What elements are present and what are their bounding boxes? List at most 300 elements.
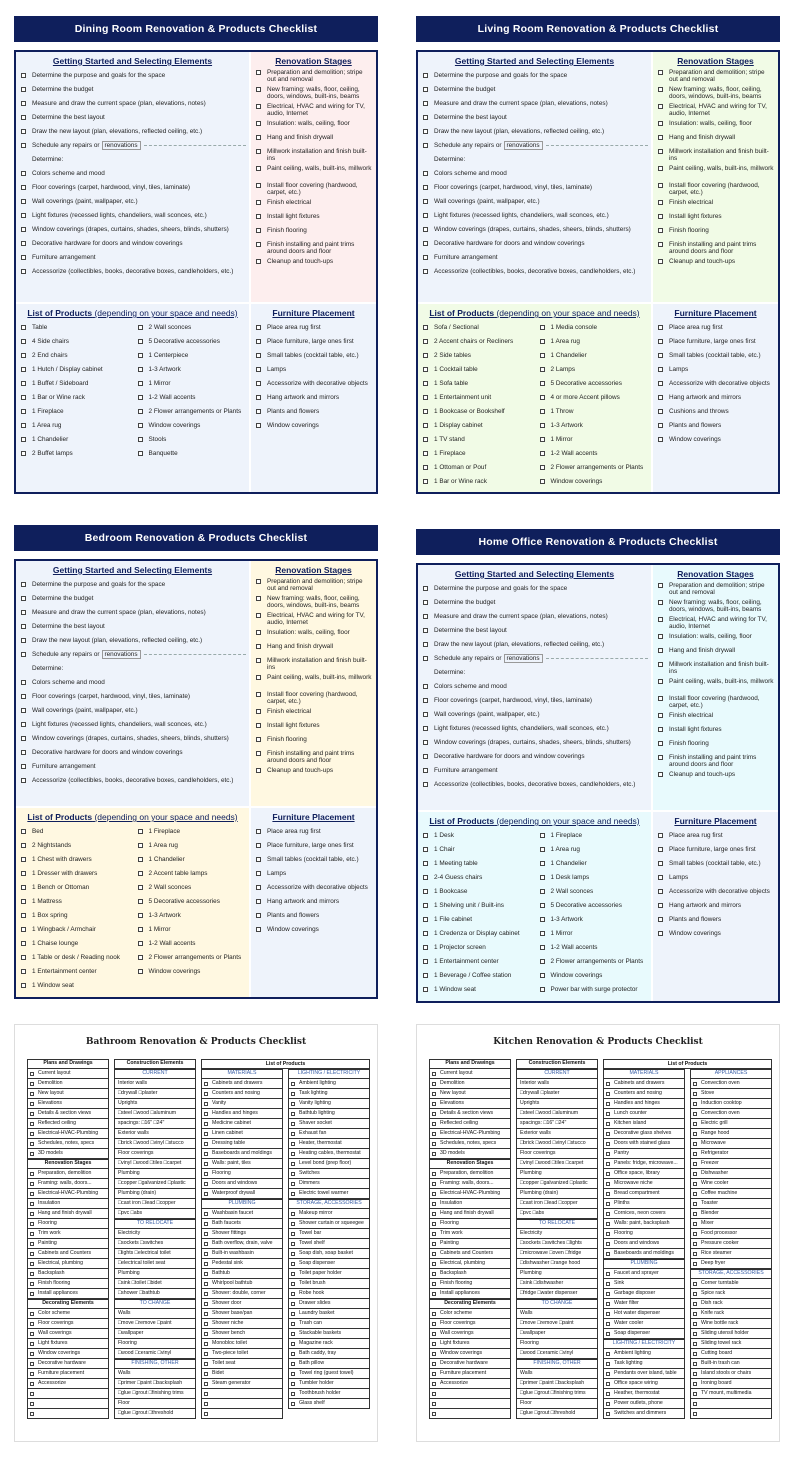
checkbox[interactable]: [30, 1252, 34, 1256]
checkbox[interactable]: [138, 451, 143, 456]
checkbox[interactable]: [21, 353, 26, 358]
checkbox[interactable]: [423, 409, 428, 414]
checkbox[interactable]: [138, 927, 143, 932]
checkbox[interactable]: [21, 325, 26, 330]
checkbox[interactable]: [606, 1092, 610, 1096]
checkbox[interactable]: [423, 586, 428, 591]
checkbox[interactable]: [432, 1182, 436, 1186]
checkbox[interactable]: [693, 1082, 697, 1086]
checkbox[interactable]: [432, 1212, 436, 1216]
checkbox[interactable]: [256, 228, 261, 233]
checkbox[interactable]: [21, 381, 26, 386]
checkbox[interactable]: [540, 833, 545, 838]
checkbox[interactable]: [423, 479, 428, 484]
checkbox[interactable]: [432, 1242, 436, 1246]
checkbox[interactable]: [30, 1082, 34, 1086]
checkbox[interactable]: [606, 1082, 610, 1086]
checkbox[interactable]: [693, 1412, 697, 1416]
checkbox[interactable]: [658, 617, 663, 622]
checkbox[interactable]: [693, 1332, 697, 1336]
checkbox[interactable]: [30, 1122, 34, 1126]
checkbox[interactable]: [658, 917, 663, 922]
checkbox[interactable]: [291, 1322, 295, 1326]
checkbox[interactable]: [256, 613, 261, 618]
checkbox[interactable]: [291, 1292, 295, 1296]
checkbox[interactable]: [138, 367, 143, 372]
checkbox[interactable]: [256, 166, 261, 171]
checkbox[interactable]: [30, 1192, 34, 1196]
checkbox[interactable]: [21, 652, 26, 657]
checkbox[interactable]: [423, 684, 428, 689]
checkbox[interactable]: [256, 899, 261, 904]
checkbox[interactable]: [432, 1222, 436, 1226]
checkbox[interactable]: [423, 917, 428, 922]
checkbox[interactable]: [256, 214, 261, 219]
checkbox[interactable]: [658, 149, 663, 154]
checkbox[interactable]: [21, 143, 26, 148]
checkbox[interactable]: [658, 648, 663, 653]
checkbox[interactable]: [693, 1102, 697, 1106]
checkbox[interactable]: [291, 1392, 295, 1396]
checkbox[interactable]: [423, 698, 428, 703]
checkbox[interactable]: [21, 171, 26, 176]
checkbox[interactable]: [423, 465, 428, 470]
checkbox[interactable]: [432, 1272, 436, 1276]
checkbox[interactable]: [693, 1142, 697, 1146]
checkbox[interactable]: [21, 409, 26, 414]
checkbox[interactable]: [423, 875, 428, 880]
checkbox[interactable]: [204, 1342, 208, 1346]
checkbox[interactable]: [138, 829, 143, 834]
checkbox[interactable]: [256, 242, 261, 247]
checkbox[interactable]: [658, 135, 663, 140]
checkbox[interactable]: [30, 1072, 34, 1076]
checkbox[interactable]: [291, 1182, 295, 1186]
checkbox[interactable]: [658, 200, 663, 205]
checkbox[interactable]: [658, 339, 663, 344]
checkbox[interactable]: [30, 1262, 34, 1266]
checkbox[interactable]: [693, 1242, 697, 1246]
checkbox[interactable]: [693, 1222, 697, 1226]
checkbox[interactable]: [256, 395, 261, 400]
checkbox[interactable]: [540, 409, 545, 414]
checkbox[interactable]: [204, 1332, 208, 1336]
checkbox[interactable]: [658, 755, 663, 760]
checkbox[interactable]: [606, 1132, 610, 1136]
checkbox[interactable]: [291, 1382, 295, 1386]
checkbox[interactable]: [423, 847, 428, 852]
checkbox[interactable]: [432, 1312, 436, 1316]
checkbox[interactable]: [693, 1212, 697, 1216]
checkbox[interactable]: [658, 634, 663, 639]
checkbox[interactable]: [423, 931, 428, 936]
checkbox[interactable]: [423, 325, 428, 330]
checkbox[interactable]: [204, 1392, 208, 1396]
checkbox[interactable]: [432, 1342, 436, 1346]
checkbox[interactable]: [21, 185, 26, 190]
checkbox[interactable]: [423, 423, 428, 428]
checkbox[interactable]: [30, 1182, 34, 1186]
checkbox[interactable]: [21, 255, 26, 260]
checkbox[interactable]: [693, 1342, 697, 1346]
checkbox[interactable]: [30, 1222, 34, 1226]
checkbox[interactable]: [256, 353, 261, 358]
checkbox[interactable]: [658, 166, 663, 171]
checkbox[interactable]: [21, 969, 26, 974]
checkbox[interactable]: [540, 973, 545, 978]
checkbox[interactable]: [693, 1322, 697, 1326]
checkbox[interactable]: [540, 931, 545, 936]
checkbox[interactable]: [204, 1092, 208, 1096]
checkbox[interactable]: [658, 367, 663, 372]
checkbox[interactable]: [138, 409, 143, 414]
checkbox[interactable]: [291, 1252, 295, 1256]
checkbox[interactable]: [291, 1342, 295, 1346]
checkbox[interactable]: [256, 871, 261, 876]
checkbox[interactable]: [256, 200, 261, 205]
checkbox[interactable]: [606, 1232, 610, 1236]
checkbox[interactable]: [256, 843, 261, 848]
checkbox[interactable]: [658, 214, 663, 219]
checkbox[interactable]: [432, 1412, 436, 1416]
checkbox[interactable]: [30, 1272, 34, 1276]
checkbox[interactable]: [21, 339, 26, 344]
checkbox[interactable]: [256, 737, 261, 742]
checkbox[interactable]: [21, 955, 26, 960]
checkbox[interactable]: [204, 1242, 208, 1246]
checkbox[interactable]: [658, 437, 663, 442]
checkbox[interactable]: [30, 1362, 34, 1366]
checkbox[interactable]: [204, 1402, 208, 1406]
checkbox[interactable]: [423, 833, 428, 838]
checkbox[interactable]: [204, 1102, 208, 1106]
checkbox[interactable]: [658, 87, 663, 92]
checkbox[interactable]: [423, 712, 428, 717]
checkbox[interactable]: [693, 1192, 697, 1196]
checkbox[interactable]: [21, 694, 26, 699]
checkbox[interactable]: [256, 630, 261, 635]
checkbox[interactable]: [291, 1242, 295, 1246]
checkbox[interactable]: [256, 885, 261, 890]
checkbox[interactable]: [291, 1262, 295, 1266]
checkbox[interactable]: [432, 1252, 436, 1256]
checkbox[interactable]: [432, 1112, 436, 1116]
checkbox[interactable]: [21, 129, 26, 134]
checkbox[interactable]: [21, 750, 26, 755]
checkbox[interactable]: [291, 1172, 295, 1176]
checkbox[interactable]: [138, 885, 143, 890]
checkbox[interactable]: [291, 1222, 295, 1226]
checkbox[interactable]: [432, 1382, 436, 1386]
checkbox[interactable]: [693, 1112, 697, 1116]
checkbox[interactable]: [540, 465, 545, 470]
checkbox[interactable]: [658, 70, 663, 75]
checkbox[interactable]: [21, 101, 26, 106]
checkbox[interactable]: [540, 479, 545, 484]
checkbox[interactable]: [658, 847, 663, 852]
checkbox[interactable]: [138, 423, 143, 428]
checkbox[interactable]: [256, 70, 261, 75]
checkbox[interactable]: [658, 325, 663, 330]
checkbox[interactable]: [256, 829, 261, 834]
checkbox[interactable]: [432, 1392, 436, 1396]
checkbox[interactable]: [606, 1412, 610, 1416]
checkbox[interactable]: [138, 857, 143, 862]
checkbox[interactable]: [423, 73, 428, 78]
checkbox[interactable]: [256, 381, 261, 386]
checkbox[interactable]: [423, 241, 428, 246]
checkbox[interactable]: [658, 679, 663, 684]
checkbox[interactable]: [138, 913, 143, 918]
checkbox[interactable]: [21, 857, 26, 862]
checkbox[interactable]: [30, 1092, 34, 1096]
checkbox[interactable]: [432, 1362, 436, 1366]
checkbox[interactable]: [256, 121, 261, 126]
checkbox[interactable]: [423, 199, 428, 204]
checkbox[interactable]: [291, 1112, 295, 1116]
checkbox[interactable]: [30, 1372, 34, 1376]
checkbox[interactable]: [21, 582, 26, 587]
checkbox[interactable]: [658, 409, 663, 414]
checkbox[interactable]: [423, 768, 428, 773]
checkbox[interactable]: [606, 1112, 610, 1116]
checkbox[interactable]: [423, 367, 428, 372]
checkbox[interactable]: [30, 1132, 34, 1136]
checkbox[interactable]: [204, 1292, 208, 1296]
checkbox[interactable]: [606, 1362, 610, 1366]
checkbox[interactable]: [540, 325, 545, 330]
checkbox[interactable]: [423, 381, 428, 386]
checkbox[interactable]: [658, 104, 663, 109]
checkbox[interactable]: [256, 709, 261, 714]
checkbox[interactable]: [30, 1292, 34, 1296]
checkbox[interactable]: [540, 875, 545, 880]
checkbox[interactable]: [138, 325, 143, 330]
checkbox[interactable]: [658, 696, 663, 701]
checkbox[interactable]: [606, 1202, 610, 1206]
checkbox[interactable]: [658, 583, 663, 588]
checkbox[interactable]: [21, 423, 26, 428]
checkbox[interactable]: [291, 1352, 295, 1356]
checkbox[interactable]: [21, 829, 26, 834]
checkbox[interactable]: [423, 213, 428, 218]
checkbox[interactable]: [21, 451, 26, 456]
checkbox[interactable]: [423, 600, 428, 605]
checkbox[interactable]: [423, 339, 428, 344]
checkbox[interactable]: [21, 199, 26, 204]
checkbox[interactable]: [432, 1232, 436, 1236]
checkbox[interactable]: [432, 1372, 436, 1376]
checkbox[interactable]: [658, 833, 663, 838]
checkbox[interactable]: [204, 1312, 208, 1316]
checkbox[interactable]: [693, 1202, 697, 1206]
checkbox[interactable]: [291, 1272, 295, 1276]
checkbox[interactable]: [204, 1152, 208, 1156]
checkbox[interactable]: [606, 1282, 610, 1286]
checkbox[interactable]: [138, 969, 143, 974]
checkbox[interactable]: [693, 1252, 697, 1256]
checkbox[interactable]: [30, 1202, 34, 1206]
checkbox[interactable]: [291, 1092, 295, 1096]
checkbox[interactable]: [30, 1142, 34, 1146]
checkbox[interactable]: [30, 1312, 34, 1316]
checkbox[interactable]: [606, 1372, 610, 1376]
checkbox[interactable]: [432, 1152, 436, 1156]
checkbox[interactable]: [658, 861, 663, 866]
checkbox[interactable]: [256, 367, 261, 372]
checkbox[interactable]: [21, 395, 26, 400]
checkbox[interactable]: [256, 692, 261, 697]
checkbox[interactable]: [204, 1282, 208, 1286]
checkbox[interactable]: [138, 381, 143, 386]
checkbox[interactable]: [658, 727, 663, 732]
checkbox[interactable]: [606, 1182, 610, 1186]
checkbox[interactable]: [21, 227, 26, 232]
checkbox[interactable]: [423, 614, 428, 619]
checkbox[interactable]: [432, 1092, 436, 1096]
checkbox[interactable]: [693, 1382, 697, 1386]
checkbox[interactable]: [423, 185, 428, 190]
checkbox[interactable]: [291, 1312, 295, 1316]
checkbox[interactable]: [423, 726, 428, 731]
checkbox[interactable]: [30, 1112, 34, 1116]
checkbox[interactable]: [21, 927, 26, 932]
checkbox[interactable]: [423, 171, 428, 176]
checkbox[interactable]: [256, 183, 261, 188]
checkbox[interactable]: [693, 1262, 697, 1266]
checkbox[interactable]: [606, 1192, 610, 1196]
checkbox[interactable]: [432, 1172, 436, 1176]
checkbox[interactable]: [693, 1162, 697, 1166]
checkbox[interactable]: [138, 437, 143, 442]
checkbox[interactable]: [432, 1202, 436, 1206]
checkbox[interactable]: [606, 1322, 610, 1326]
checkbox[interactable]: [291, 1362, 295, 1366]
checkbox[interactable]: [423, 945, 428, 950]
checkbox[interactable]: [606, 1292, 610, 1296]
checkbox[interactable]: [256, 857, 261, 862]
checkbox[interactable]: [204, 1182, 208, 1186]
checkbox[interactable]: [256, 658, 261, 663]
checkbox[interactable]: [204, 1172, 208, 1176]
checkbox[interactable]: [658, 931, 663, 936]
checkbox[interactable]: [423, 889, 428, 894]
checkbox[interactable]: [256, 409, 261, 414]
checkbox[interactable]: [291, 1402, 295, 1406]
checkbox[interactable]: [693, 1152, 697, 1156]
checkbox[interactable]: [540, 903, 545, 908]
checkbox[interactable]: [204, 1302, 208, 1306]
checkbox[interactable]: [658, 381, 663, 386]
checkbox[interactable]: [30, 1392, 34, 1396]
checkbox[interactable]: [21, 596, 26, 601]
checkbox[interactable]: [291, 1282, 295, 1286]
checkbox[interactable]: [291, 1102, 295, 1106]
checkbox[interactable]: [30, 1152, 34, 1156]
checkbox[interactable]: [432, 1292, 436, 1296]
checkbox[interactable]: [291, 1122, 295, 1126]
checkbox[interactable]: [21, 680, 26, 685]
checkbox[interactable]: [658, 903, 663, 908]
checkbox[interactable]: [423, 987, 428, 992]
checkbox[interactable]: [658, 772, 663, 777]
checkbox[interactable]: [693, 1372, 697, 1376]
checkbox[interactable]: [658, 889, 663, 894]
checkbox[interactable]: [30, 1242, 34, 1246]
checkbox[interactable]: [423, 740, 428, 745]
checkbox[interactable]: [423, 115, 428, 120]
checkbox[interactable]: [21, 638, 26, 643]
checkbox[interactable]: [256, 768, 261, 773]
checkbox[interactable]: [256, 423, 261, 428]
checkbox[interactable]: [423, 656, 428, 661]
checkbox[interactable]: [606, 1122, 610, 1126]
checkbox[interactable]: [21, 722, 26, 727]
checkbox[interactable]: [658, 353, 663, 358]
checkbox[interactable]: [30, 1282, 34, 1286]
checkbox[interactable]: [21, 367, 26, 372]
checkbox[interactable]: [423, 903, 428, 908]
checkbox[interactable]: [540, 861, 545, 866]
checkbox[interactable]: [693, 1282, 697, 1286]
checkbox[interactable]: [540, 367, 545, 372]
checkbox[interactable]: [204, 1252, 208, 1256]
checkbox[interactable]: [423, 959, 428, 964]
checkbox[interactable]: [204, 1372, 208, 1376]
checkbox[interactable]: [423, 143, 428, 148]
checkbox[interactable]: [204, 1272, 208, 1276]
checkbox[interactable]: [291, 1212, 295, 1216]
checkbox[interactable]: [138, 899, 143, 904]
checkbox[interactable]: [256, 579, 261, 584]
checkbox[interactable]: [21, 624, 26, 629]
checkbox[interactable]: [540, 437, 545, 442]
checkbox[interactable]: [291, 1302, 295, 1306]
checkbox[interactable]: [256, 751, 261, 756]
checkbox[interactable]: [256, 596, 261, 601]
checkbox[interactable]: [30, 1342, 34, 1346]
checkbox[interactable]: [606, 1172, 610, 1176]
checkbox[interactable]: [291, 1082, 295, 1086]
checkbox[interactable]: [432, 1082, 436, 1086]
checkbox[interactable]: [30, 1172, 34, 1176]
checkbox[interactable]: [432, 1402, 436, 1406]
checkbox[interactable]: [423, 642, 428, 647]
checkbox[interactable]: [432, 1142, 436, 1146]
checkbox[interactable]: [256, 913, 261, 918]
checkbox[interactable]: [423, 754, 428, 759]
checkbox[interactable]: [204, 1232, 208, 1236]
checkbox[interactable]: [21, 708, 26, 713]
checkbox[interactable]: [423, 255, 428, 260]
checkbox[interactable]: [204, 1352, 208, 1356]
checkbox[interactable]: [21, 73, 26, 78]
checkbox[interactable]: [21, 941, 26, 946]
checkbox[interactable]: [21, 736, 26, 741]
checkbox[interactable]: [256, 644, 261, 649]
checkbox[interactable]: [658, 423, 663, 428]
checkbox[interactable]: [606, 1332, 610, 1336]
checkbox[interactable]: [693, 1172, 697, 1176]
checkbox[interactable]: [423, 129, 428, 134]
checkbox[interactable]: [21, 885, 26, 890]
checkbox[interactable]: [658, 228, 663, 233]
checkbox[interactable]: [30, 1212, 34, 1216]
checkbox[interactable]: [204, 1162, 208, 1166]
checkbox[interactable]: [658, 662, 663, 667]
checkbox[interactable]: [693, 1182, 697, 1186]
checkbox[interactable]: [138, 843, 143, 848]
